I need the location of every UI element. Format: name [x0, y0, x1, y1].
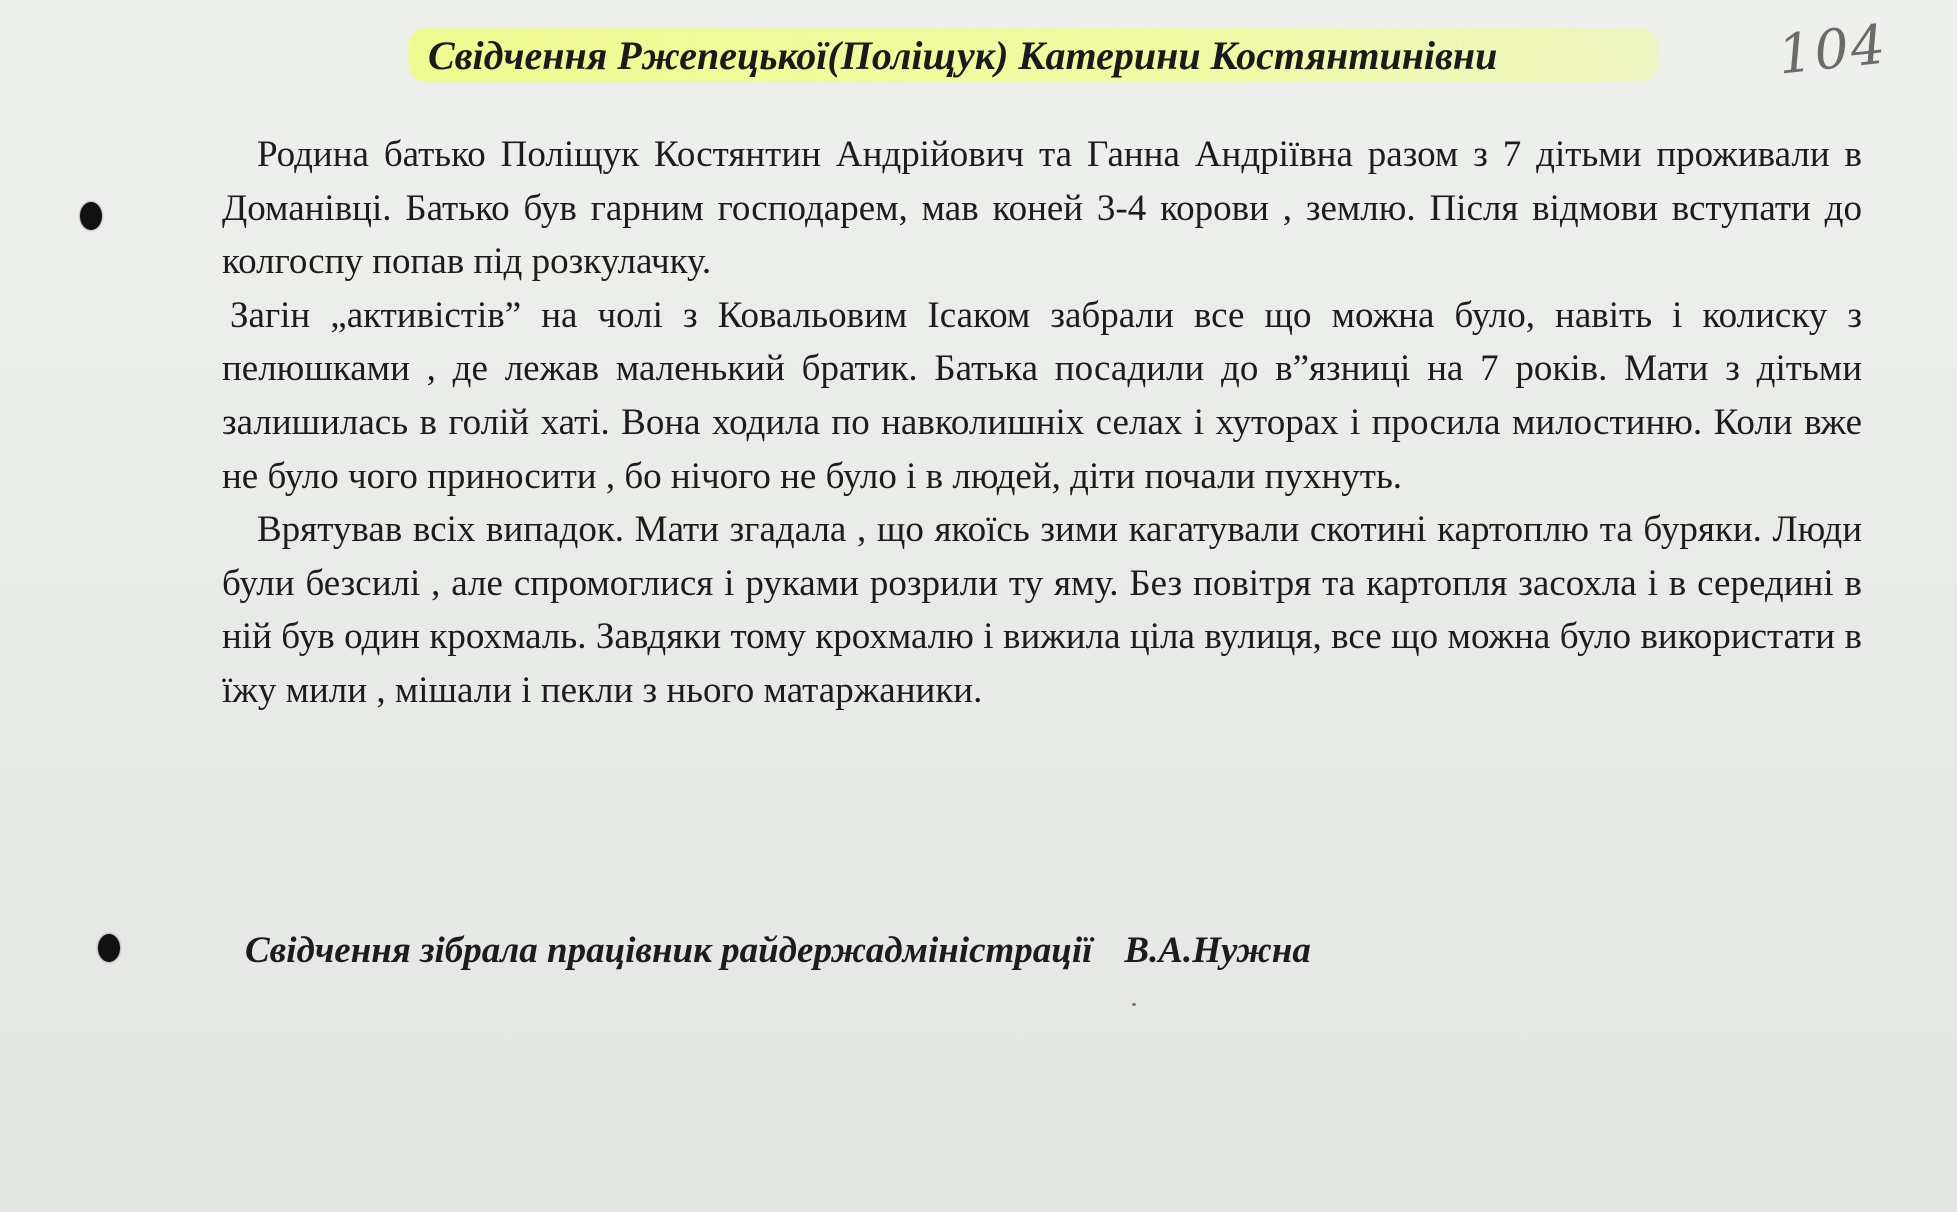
- punch-hole-icon: [98, 934, 120, 962]
- signature-name: В.А.Нужна: [1124, 930, 1311, 971]
- paper-speck: [1132, 1003, 1136, 1006]
- signature-text: Свідчення зібрала працівник райдержадміністрації: [245, 930, 1093, 971]
- handwritten-page-number: 104: [1775, 12, 1891, 87]
- paragraph-family: Родина батько Поліщук Костянтин Андрійович та Ганна Андріївна разом з 7 дітьми проживали в Доманівці. Батько був гарним господарем, мав коней 3-4 корови , землю. Після відмови вступати до колгоспу попав під розкулачку.: [222, 134, 1862, 283]
- document-title: Свідчення Ржепецької(Поліщук) Катерини Костянтинівни: [428, 33, 1498, 78]
- title-block: [408, 22, 1658, 92]
- paragraph-activists: Загін „активістів” на чолі з Ковальовим Ісаком забрали все що можна було, навіть і колиску з пелюшками , де лежав маленький братик. Батька посадили до в”язниці на 7 років. Мати з дітьми залишилась в голій хаті. Вона ходила по навколишніх селах і хуторах і просила милостиню. Коли вже не було чого приносити , бо нічого не було і в людей, діти почали пухнуть.: [222, 294, 1862, 497]
- testimony-body: [222, 128, 1862, 718]
- paragraph-rescue: Врятував всіх випадок. Мати згадала , що якоїсь зими кагатували скотині картоплю та буряки. Люди були безсилі , але спромоглися і руками розрили ту яму. Без повітря та картопля засохла і в середині в ній був один крохмаль. Завдяки тому крохмалю і вижила ціла вулиця, все що можна було використати в їжу мили , мішали і пекли з нього матаржаники.: [222, 509, 1862, 711]
- signature-line: [245, 926, 1311, 976]
- punch-hole-icon: [80, 202, 102, 230]
